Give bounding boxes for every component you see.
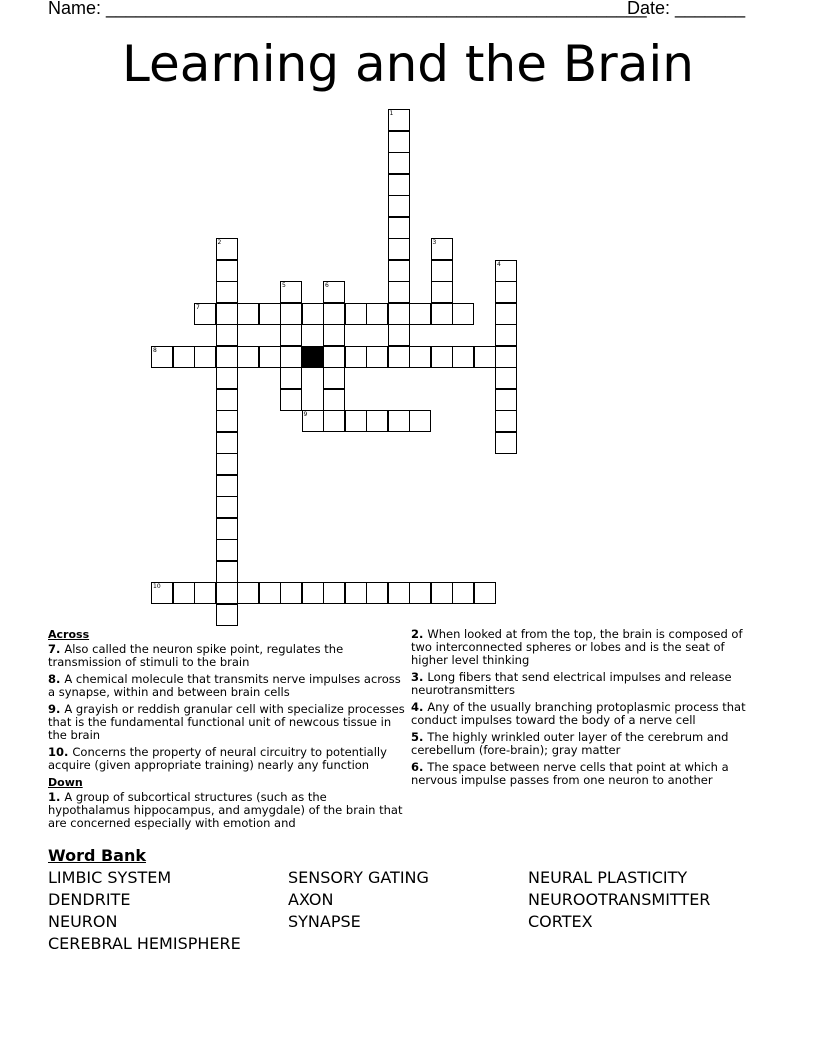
grid-cell[interactable]: [216, 281, 238, 303]
grid-cell[interactable]: [323, 367, 345, 389]
grid-cell[interactable]: [431, 346, 453, 368]
across-heading: Across: [48, 628, 90, 641]
grid-cell[interactable]: [431, 238, 453, 260]
grid-cell[interactable]: [323, 324, 345, 346]
grid-cell[interactable]: [216, 582, 238, 604]
grid-cell[interactable]: [409, 582, 431, 604]
clue-number: 8: [153, 346, 157, 354]
grid-cell[interactable]: [388, 174, 410, 196]
grid-cell[interactable]: [431, 303, 453, 325]
grid-cell[interactable]: [216, 367, 238, 389]
grid-cell[interactable]: [409, 346, 431, 368]
grid-cell[interactable]: [302, 303, 324, 325]
grid-cell[interactable]: [323, 389, 345, 411]
clue-text: A grayish or reddish granular cell with specialize processes that is the fundamental functional unit of newcous tissue in the brain: [48, 702, 405, 742]
grid-cell[interactable]: [345, 303, 367, 325]
clue-number: 7: [196, 303, 200, 311]
clue-number-label: 8.: [48, 672, 65, 686]
clue-item: [48, 643, 408, 669]
grid-cell[interactable]: [388, 346, 410, 368]
word-bank-entry: SYNAPSE: [288, 912, 361, 931]
clue-number: 6: [325, 282, 329, 289]
clue-number: 2: [217, 239, 222, 246]
grid-cell[interactable]: [216, 260, 238, 282]
down-clue-list: [48, 791, 408, 830]
grid-cell[interactable]: [452, 346, 474, 368]
clue-number: 1: [389, 110, 394, 117]
grid-cell[interactable]: [259, 303, 281, 325]
grid-cell[interactable]: [216, 496, 238, 518]
across-clue-list: [48, 643, 408, 772]
grid-cell[interactable]: [388, 410, 410, 432]
grid-cell[interactable]: [323, 582, 345, 604]
clue-item: [48, 791, 408, 830]
grid-cell[interactable]: [366, 582, 388, 604]
grid-cell[interactable]: [216, 389, 238, 411]
grid-cell[interactable]: [388, 131, 410, 153]
clue-number-label: 10.: [48, 745, 73, 759]
grid-cell[interactable]: [366, 410, 388, 432]
grid-cell[interactable]: [280, 389, 302, 411]
grid-cell[interactable]: [280, 324, 302, 346]
grid-cell[interactable]: [194, 303, 216, 325]
grid-cell[interactable]: [151, 582, 173, 604]
grid-cell[interactable]: [474, 346, 496, 368]
grid-cell[interactable]: [237, 346, 259, 368]
grid-cell[interactable]: [495, 324, 517, 346]
grid-cell[interactable]: [388, 324, 410, 346]
word-bank-column-2: [288, 867, 429, 933]
grid-cell[interactable]: [280, 367, 302, 389]
grid-cell[interactable]: [280, 582, 302, 604]
clue-number-label: 9.: [48, 702, 65, 716]
clue-number-label: 5.: [411, 730, 428, 744]
down-clue-list-continued: [411, 628, 756, 787]
grid-cell[interactable]: [431, 582, 453, 604]
clue-item: [411, 701, 756, 727]
grid-cell[interactable]: [151, 346, 173, 368]
clue-text: A chemical molecule that transmits nerve impulses across a synapse, within and between brain cells: [48, 672, 401, 699]
clue-text: When looked at from the top, the brain is composed of two interconnected spheres or lobes and is the seat of higher level thinking: [411, 627, 743, 667]
grid-cell[interactable]: [237, 303, 259, 325]
grid-cell[interactable]: [216, 475, 238, 497]
clue-number: 10: [153, 583, 161, 590]
word-bank-entry: SENSORY GATING: [288, 868, 429, 887]
grid-cell[interactable]: [409, 303, 431, 325]
clue-text: A group of subcortical structures (such as the hypothalamus hippocampus, and amygdale) of the brain that are concerned especially with emotion and: [48, 790, 403, 830]
grid-cell[interactable]: [495, 346, 517, 368]
grid-cell[interactable]: [216, 432, 238, 454]
clue-number-label: 4.: [411, 700, 428, 714]
grid-cell[interactable]: [194, 582, 216, 604]
clue-item: [48, 673, 408, 699]
grid-cell[interactable]: [216, 518, 238, 540]
grid-cell[interactable]: [216, 410, 238, 432]
grid-cell[interactable]: [280, 281, 302, 303]
clue-item: [411, 628, 756, 667]
clue-number-label: 6.: [411, 760, 428, 774]
word-bank-entry: CORTEX: [528, 912, 593, 931]
word-bank-entry: NEURAL PLASTICITY: [528, 868, 688, 887]
clue-text: Any of the usually branching protoplasmic process that conduct impulses toward the body of a nerve cell: [411, 700, 746, 727]
grid-cell[interactable]: [216, 346, 238, 368]
grid-cell[interactable]: [388, 238, 410, 260]
grid-cell[interactable]: [495, 389, 517, 411]
clues-left-column: [48, 628, 408, 834]
grid-cell[interactable]: [259, 346, 281, 368]
word-bank-entry: DENDRITE: [48, 890, 131, 909]
grid-cell[interactable]: [495, 432, 517, 454]
word-bank-column-3: [528, 867, 710, 933]
clue-item: [411, 671, 756, 697]
clues-right-column: [411, 628, 756, 791]
grid-cell[interactable]: [323, 303, 345, 325]
grid-cell[interactable]: [495, 281, 517, 303]
grid-cell[interactable]: [388, 260, 410, 282]
grid-cell[interactable]: [323, 346, 345, 368]
grid-cell[interactable]: [216, 604, 238, 626]
clue-text: The highly wrinkled outer layer of the cerebrum and cerebellum (fore-brain); gray matter: [411, 730, 729, 757]
grid-cell[interactable]: [388, 109, 410, 131]
grid-cell[interactable]: [216, 539, 238, 561]
clue-number: 9: [303, 411, 308, 418]
word-bank-entry: NEUROOTRANSMITTER: [528, 890, 711, 909]
grid-cell[interactable]: [366, 346, 388, 368]
clue-number-label: 3.: [411, 670, 428, 684]
grid-cell[interactable]: [259, 582, 281, 604]
grid-cell[interactable]: [452, 303, 474, 325]
clue-text: Concerns the property of neural circuitry to potentially acquire (given appropriate training) nearly any function: [48, 745, 387, 772]
word-bank-entry: AXON: [288, 890, 334, 909]
down-heading: Down: [48, 776, 83, 789]
clue-number-label: 1.: [48, 790, 65, 804]
clue-number: 4: [497, 260, 501, 268]
word-bank-title: Word Bank: [48, 846, 147, 865]
clue-item: [411, 731, 756, 757]
grid-cell[interactable]: [345, 410, 367, 432]
grid-cell[interactable]: [388, 217, 410, 239]
word-bank-entry: LIMBIC SYSTEM: [48, 868, 172, 887]
grid-cell[interactable]: [388, 281, 410, 303]
grid-cell[interactable]: [388, 195, 410, 217]
grid-cell[interactable]: [173, 346, 195, 368]
grid-cell[interactable]: [194, 346, 216, 368]
grid-cell[interactable]: [452, 582, 474, 604]
grid-cell[interactable]: [431, 281, 453, 303]
grid-cell[interactable]: [216, 453, 238, 475]
grid-cell[interactable]: [216, 324, 238, 346]
clue-number-label: 2.: [411, 627, 428, 641]
grid-cell[interactable]: [345, 582, 367, 604]
word-bank-entry: CEREBRAL HEMISPHERE: [48, 934, 241, 953]
grid-cell[interactable]: [409, 410, 431, 432]
grid-cell[interactable]: [302, 582, 324, 604]
black-cell: [302, 346, 324, 368]
grid-cell[interactable]: [495, 303, 517, 325]
grid-cell[interactable]: [431, 260, 453, 282]
grid-cell[interactable]: [388, 152, 410, 174]
word-bank-column-1: [48, 867, 241, 955]
grid-cell[interactable]: [302, 410, 324, 432]
grid-cell[interactable]: [388, 303, 410, 325]
grid-cell[interactable]: [323, 410, 345, 432]
clue-item: [48, 703, 408, 742]
clue-text: The space between nerve cells that point at which a nervous impulse passes from one neuron to another: [411, 760, 729, 787]
grid-cell[interactable]: [216, 561, 238, 583]
grid-cell[interactable]: [323, 281, 345, 303]
name-field-label: Name: ______________________________________________________: [48, 0, 647, 18]
clue-number: 5: [282, 282, 286, 289]
grid-cell[interactable]: [216, 238, 238, 260]
clue-item: [48, 746, 408, 772]
grid-cell[interactable]: [474, 582, 496, 604]
clue-item: [411, 761, 756, 787]
grid-cell[interactable]: [495, 410, 517, 432]
grid-cell[interactable]: [345, 346, 367, 368]
grid-cell[interactable]: [388, 582, 410, 604]
grid-cell[interactable]: [495, 260, 517, 282]
grid-cell[interactable]: [216, 303, 238, 325]
clue-number: 3: [432, 239, 437, 246]
grid-cell[interactable]: [280, 303, 302, 325]
page-title: Learning and the Brain: [122, 35, 694, 93]
clue-text: Long fibers that send electrical impulses and release neurotransmitters: [411, 670, 732, 697]
clue-text: Also called the neuron spike point, regulates the transmission of stimuli to the brain: [48, 642, 344, 669]
clue-number-label: 7.: [48, 642, 65, 656]
grid-cell[interactable]: [495, 367, 517, 389]
grid-cell[interactable]: [280, 346, 302, 368]
grid-cell[interactable]: [237, 582, 259, 604]
word-bank-entry: NEURON: [48, 912, 118, 931]
grid-cell[interactable]: [366, 303, 388, 325]
date-field-label: Date: _______: [627, 0, 746, 18]
grid-cell[interactable]: [173, 582, 195, 604]
